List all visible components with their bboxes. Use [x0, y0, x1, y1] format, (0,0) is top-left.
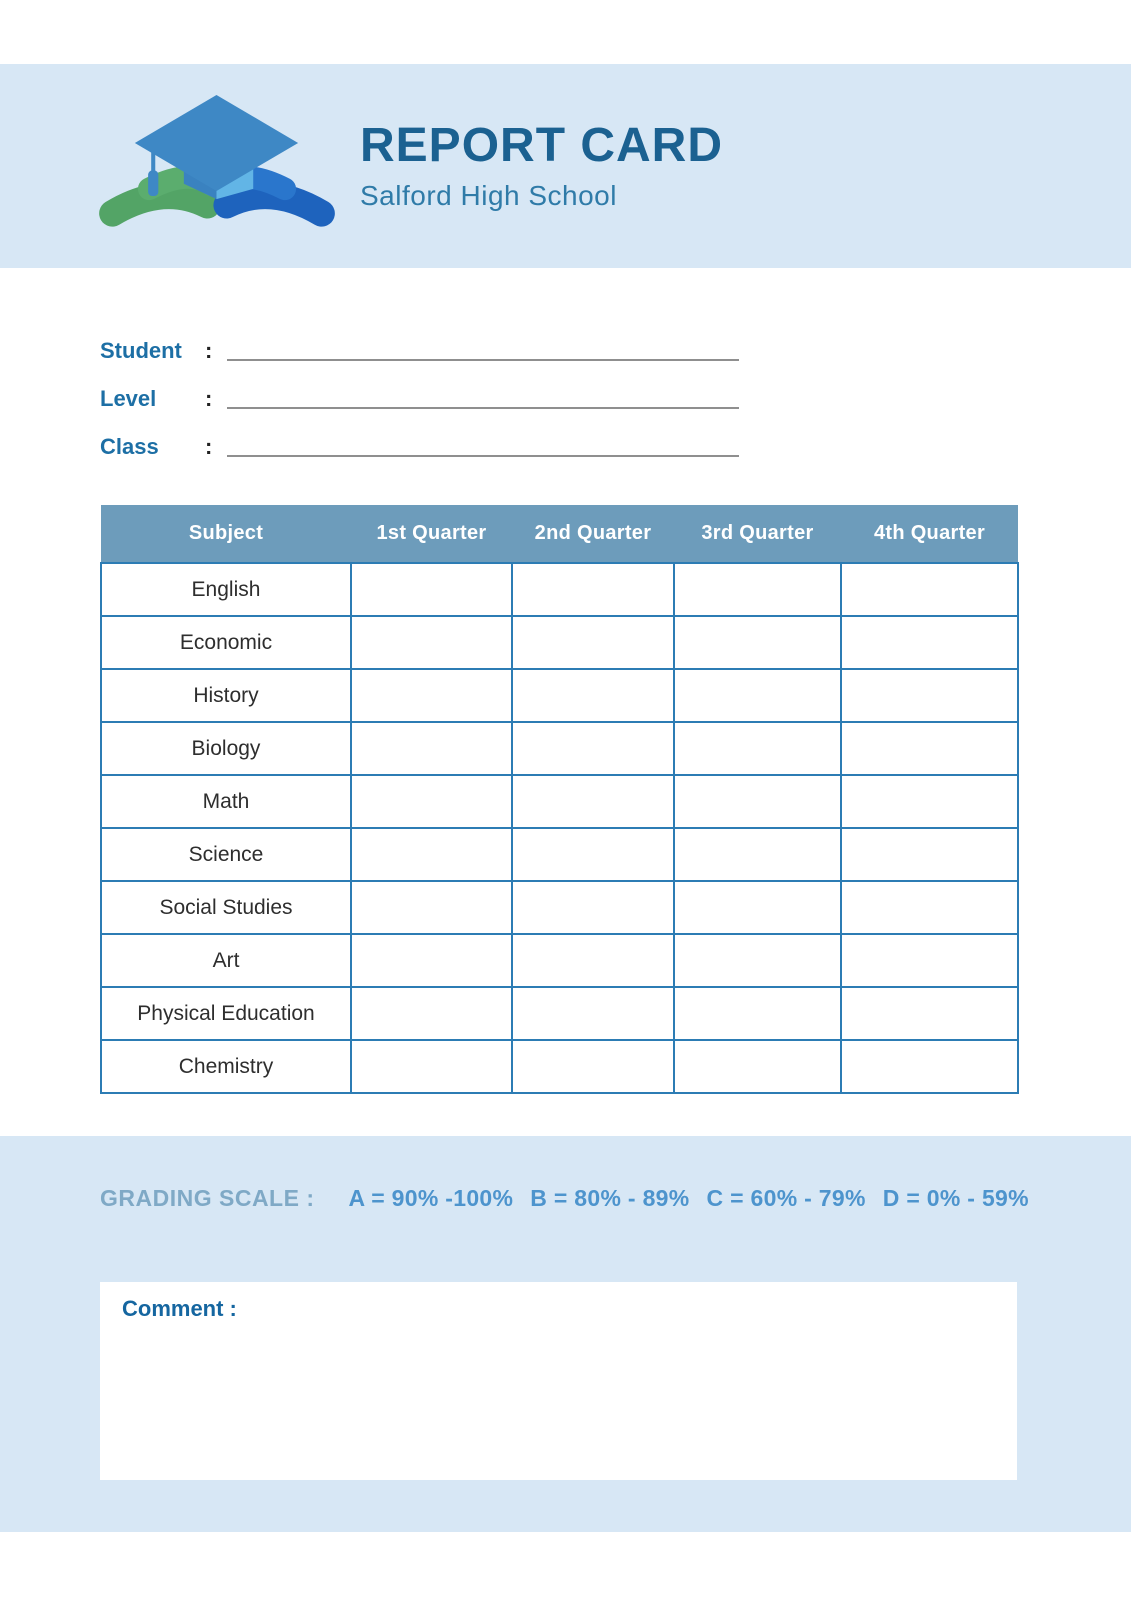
grade-cell-q1[interactable] [351, 934, 512, 987]
subject-cell: Math [101, 775, 351, 828]
column-header-2nd-quarter: 2nd Quarter [512, 505, 674, 563]
grade-cell-q2[interactable] [512, 1040, 674, 1093]
grade-cell-q4[interactable] [841, 987, 1018, 1040]
table-row [101, 563, 1018, 616]
grade-cell-q2[interactable] [512, 563, 674, 616]
header-row [101, 505, 1018, 563]
grades-table [100, 505, 1019, 1094]
header [0, 64, 1131, 268]
grade-cell-q3[interactable] [674, 669, 841, 722]
grade-cell-q3[interactable] [674, 722, 841, 775]
subject-cell: Chemistry [101, 1040, 351, 1093]
grade-cell-q2[interactable] [512, 616, 674, 669]
page-title: REPORT CARD [360, 119, 724, 172]
grade-cell-q3[interactable] [674, 828, 841, 881]
column-header-4th-quarter: 4th Quarter [841, 505, 1018, 563]
grade-cell-q3[interactable] [674, 987, 841, 1040]
book-left-outer-leaf [112, 196, 207, 214]
student-info-fields [100, 318, 740, 462]
grade-cell-q3[interactable] [674, 1040, 841, 1093]
grade-cell-q1[interactable] [351, 563, 512, 616]
level-field-row [100, 366, 740, 414]
grade-cell-q1[interactable] [351, 881, 512, 934]
grade-cell-q2[interactable] [512, 881, 674, 934]
grade-cell-q1[interactable] [351, 722, 512, 775]
table-row [101, 775, 1018, 828]
grade-cell-q2[interactable] [512, 722, 674, 775]
student-field-separator: : [205, 338, 213, 363]
table-row [101, 828, 1018, 881]
table-row [101, 987, 1018, 1040]
grading-scale-item-a: A = 90% -100% [348, 1185, 514, 1211]
subject-cell: English [101, 563, 351, 616]
grade-cell-q4[interactable] [841, 1040, 1018, 1093]
book-right-outer-leaf [227, 196, 322, 214]
grade-cell-q4[interactable] [841, 616, 1018, 669]
subject-cell: Social Studies [101, 881, 351, 934]
class-field-row [100, 414, 740, 462]
grading-scale [100, 1185, 1046, 1212]
subject-cell: Physical Education [101, 987, 351, 1040]
school-name: Salford High School [360, 180, 617, 211]
grade-cell-q2[interactable] [512, 828, 674, 881]
class-field-separator: : [205, 434, 213, 459]
title-block [360, 119, 724, 211]
grade-cell-q2[interactable] [512, 934, 674, 987]
grade-cell-q3[interactable] [674, 563, 841, 616]
student-field-row [100, 318, 740, 366]
grade-cell-q1[interactable] [351, 616, 512, 669]
grading-scale-item-d: D = 0% - 59% [882, 1185, 1029, 1211]
class-field-label: Class [100, 434, 159, 459]
comment-label: Comment : [122, 1296, 237, 1321]
graduation-cap-open-book-icon [92, 84, 342, 254]
level-input-line[interactable] [227, 406, 739, 409]
grade-cell-q1[interactable] [351, 987, 512, 1040]
table-row [101, 1040, 1018, 1093]
grade-cell-q1[interactable] [351, 1040, 512, 1093]
grade-cell-q4[interactable] [841, 934, 1018, 987]
grade-cell-q4[interactable] [841, 722, 1018, 775]
grade-cell-q4[interactable] [841, 563, 1018, 616]
table-row [101, 934, 1018, 987]
grades-table-header [101, 505, 1018, 563]
column-header-1st-quarter: 1st Quarter [351, 505, 512, 563]
subject-cell: Biology [101, 722, 351, 775]
student-input-line[interactable] [227, 358, 739, 361]
grading-scale-item-c: C = 60% - 79% [706, 1185, 866, 1211]
grade-cell-q4[interactable] [841, 669, 1018, 722]
grade-cell-q3[interactable] [674, 616, 841, 669]
grade-cell-q1[interactable] [351, 775, 512, 828]
subject-cell: Economic [101, 616, 351, 669]
comment-box[interactable] [100, 1282, 1017, 1480]
subject-cell: Art [101, 934, 351, 987]
level-field-separator: : [205, 386, 213, 411]
grade-cell-q4[interactable] [841, 828, 1018, 881]
subject-cell: Science [101, 828, 351, 881]
column-header-3rd-quarter: 3rd Quarter [674, 505, 841, 563]
grade-cell-q3[interactable] [674, 881, 841, 934]
grade-cell-q1[interactable] [351, 669, 512, 722]
level-field-label: Level [100, 386, 157, 411]
grade-cell-q2[interactable] [512, 987, 674, 1040]
table-row [101, 669, 1018, 722]
column-header-subject: Subject [101, 505, 351, 563]
grade-cell-q2[interactable] [512, 669, 674, 722]
table-row [101, 616, 1018, 669]
cap-tassel [148, 171, 158, 197]
footer-band [0, 1136, 1131, 1532]
table-row [101, 722, 1018, 775]
student-field-label: Student [100, 338, 182, 363]
grade-cell-q1[interactable] [351, 828, 512, 881]
grading-scale-item-b: B = 80% - 89% [530, 1185, 690, 1211]
grade-cell-q4[interactable] [841, 775, 1018, 828]
grade-cell-q3[interactable] [674, 934, 841, 987]
subject-cell: History [101, 669, 351, 722]
grade-cell-q2[interactable] [512, 775, 674, 828]
table-row [101, 881, 1018, 934]
grading-scale-label: GRADING SCALE : [100, 1185, 315, 1211]
grade-cell-q3[interactable] [674, 775, 841, 828]
class-input-line[interactable] [227, 454, 739, 457]
grade-cell-q4[interactable] [841, 881, 1018, 934]
